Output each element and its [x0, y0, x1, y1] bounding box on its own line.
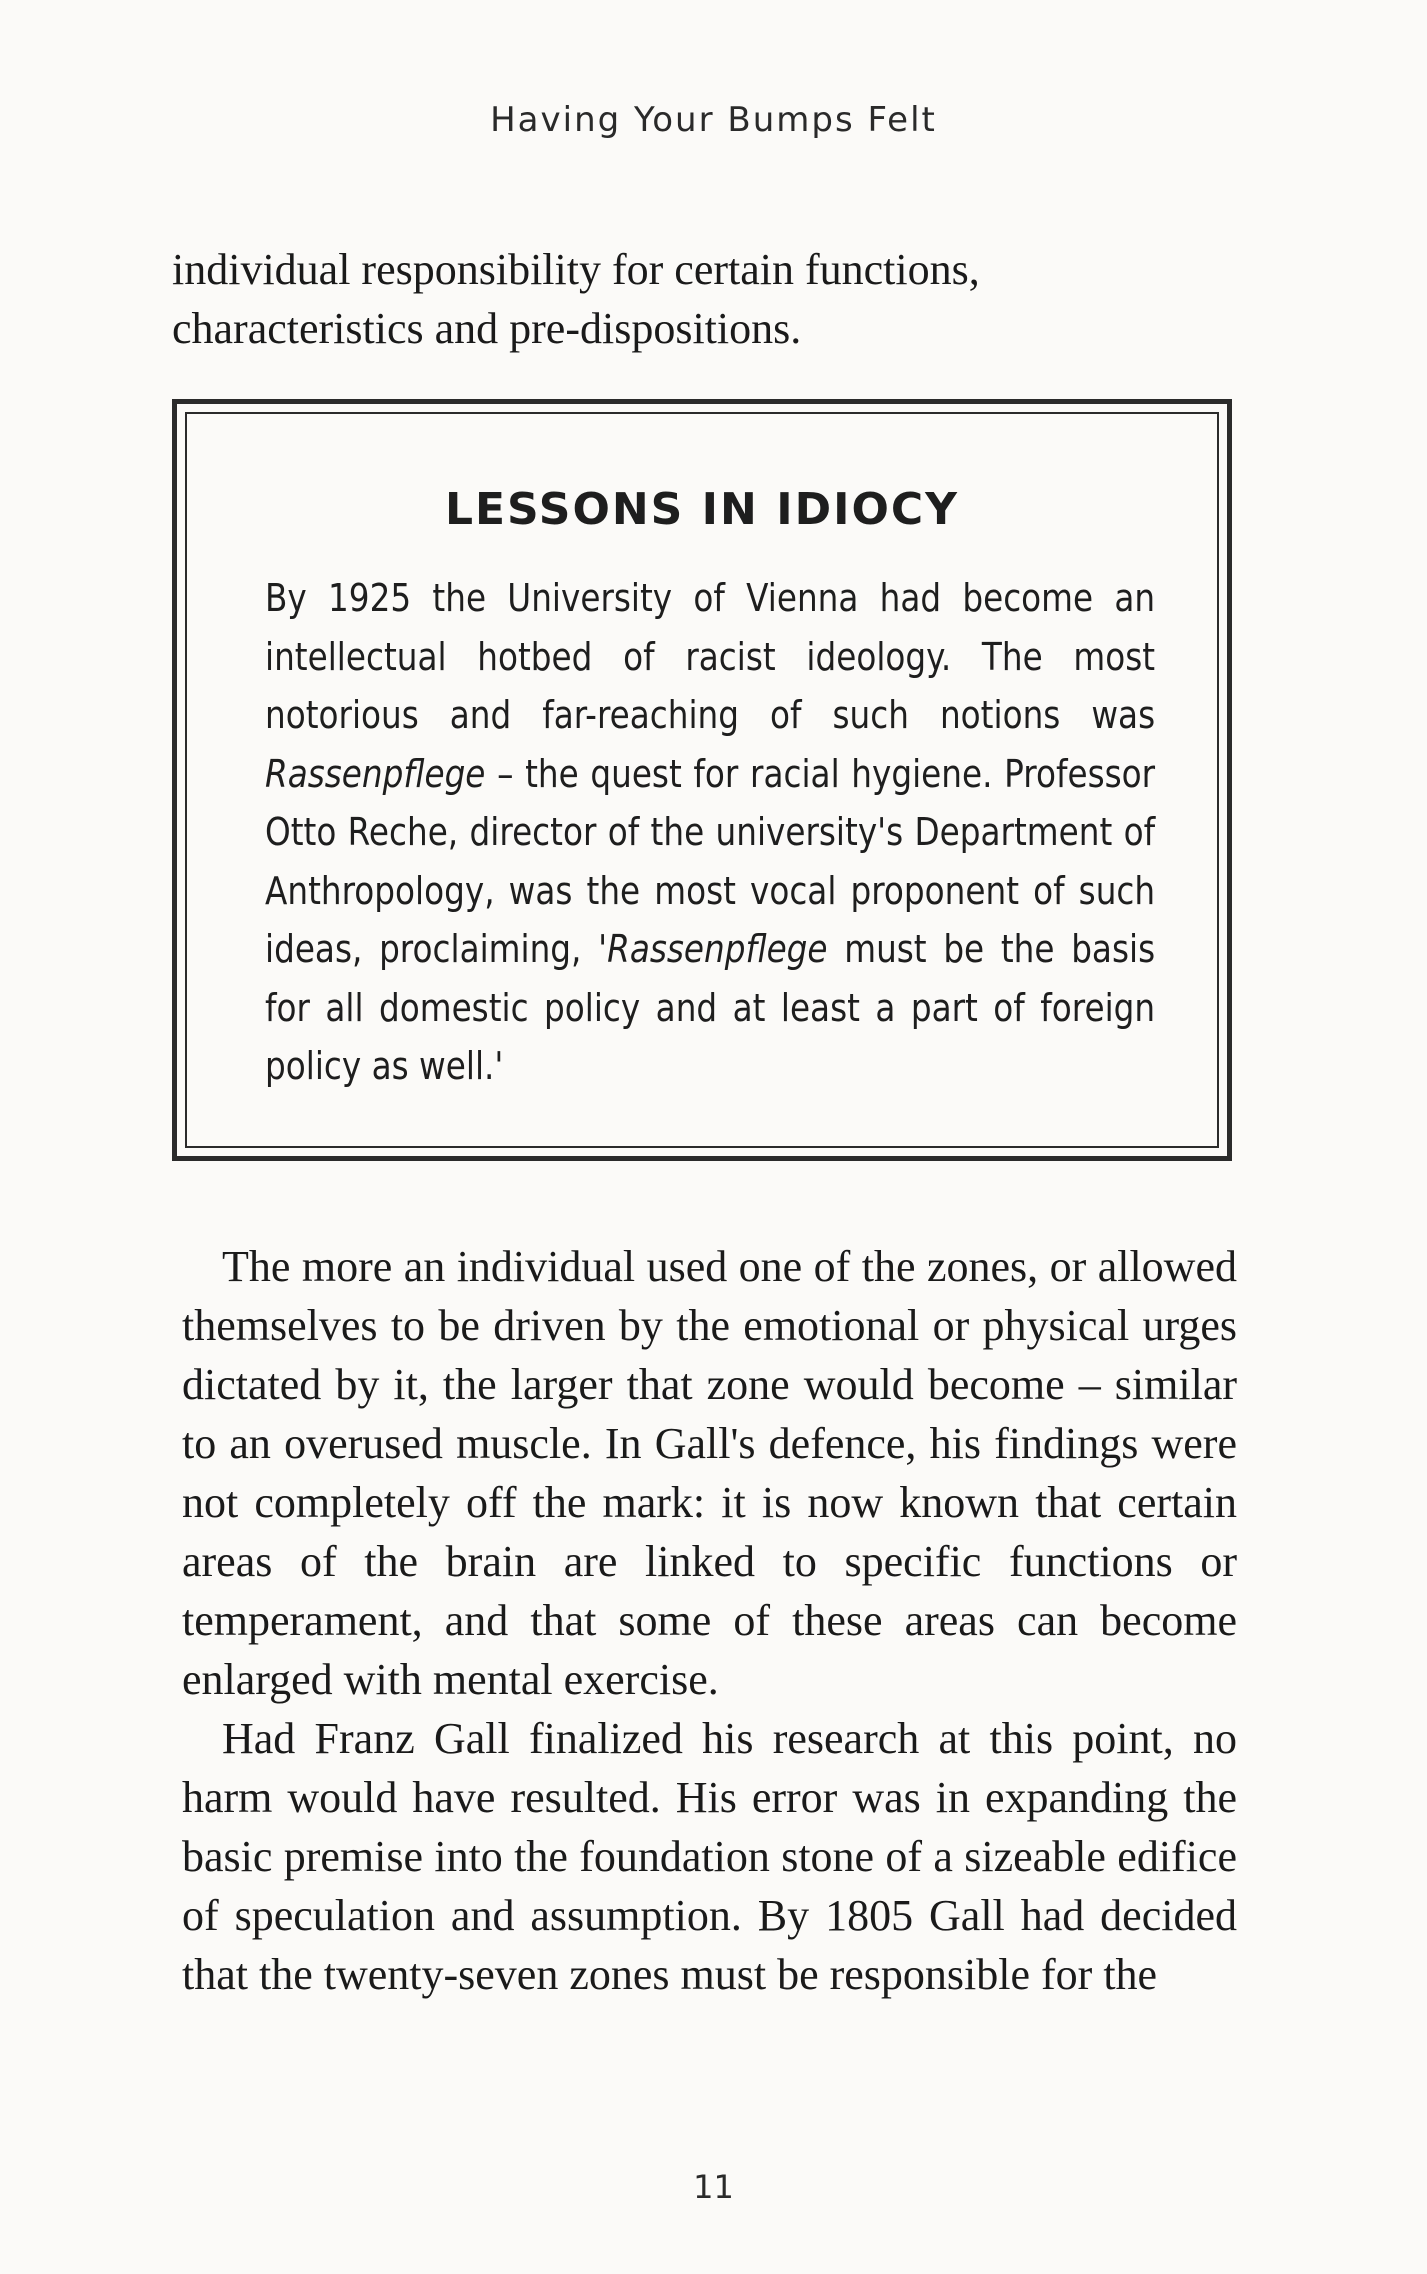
page-number: 11 [693, 2168, 734, 2206]
sidebar-body [265, 569, 1155, 1096]
main-text [182, 1237, 1237, 2004]
body-paragraph-1: The more an individual used one of the zones, or allowed themselves to be driven by the emotional or physical urges dictated by it, the larger that zone would become – similar to an overused muscle. In Gall's defence, his findings were not completely off the mark: it is now known that certain areas of the brain are linked to specific functions or temperament, and that some of these areas can become enlarged with mental exercise. [182, 1242, 1237, 1704]
body-paragraph-2: Had Franz Gall finalized his research at this point, no harm would have resulted. His error was in expanding the basic premise into the foundation stone of a sizeable edifice of speculation and assumption. By 1805 Gall had decided that the twenty-seven zones must be responsible for the [182, 1714, 1237, 1999]
sidebar-body-text-1: By 1925 the University of Vienna had become an intellectual hotbed of racist ideology. The most notorious and far-reaching of such notions was [265, 576, 1156, 737]
sidebar-italic-term-2: Rassenpflege [607, 927, 828, 971]
sidebar-box [172, 399, 1232, 1161]
continuation-paragraph: individual responsibility for certain functions, characteristics and pre-dispositions. [172, 245, 980, 353]
running-header: Having Your Bumps Felt [490, 100, 937, 140]
sidebar-box-inner-border [185, 412, 1219, 1148]
sidebar-body-text-3: must be the basis for all domestic policy and at least a part of foreign policy as well.' [265, 927, 1156, 1088]
sidebar-body-text-2: – the quest for racial hygiene. Professor Otto Reche, director of the university's Department of Anthropology, was the most vocal proponent of such ideas, proclaiming, ' [265, 751, 1156, 971]
sidebar-heading: LESSONS IN IDIOCY [444, 484, 960, 535]
sidebar-italic-term-1: Rassenpflege [265, 751, 486, 796]
